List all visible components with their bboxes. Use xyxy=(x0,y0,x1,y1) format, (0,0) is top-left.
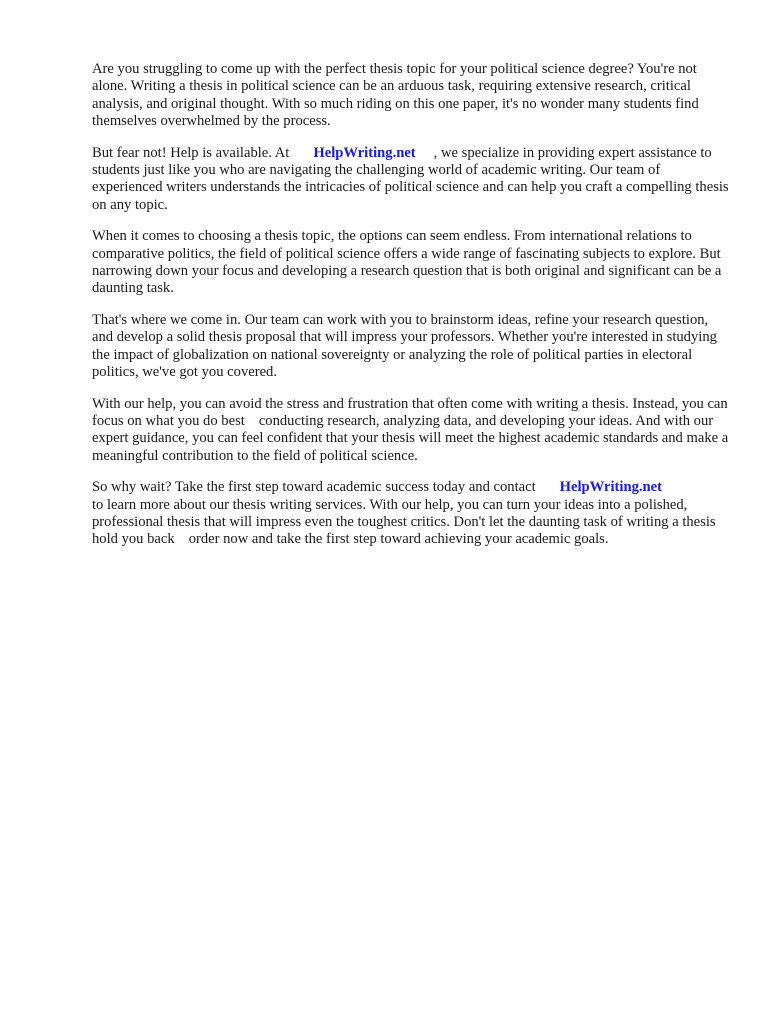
paragraph-text: conducting research, analyzing data, and developing your ideas. And with our expert guidance, you can feel confident that your thesis will meet the highest academic standards and make a meaningful contribution to the field of political science. xyxy=(92,412,729,464)
paragraph-intro: Are you struggling to come up with the perfect thesis topic for your political science degree? You're not alone. Writing a thesis in political science can be an arduous task, requiring extensive research, critical analysis, and original thought. With so much riding on this one paper, it's no wonder many students find themselves overwhelmed by the process. xyxy=(92,61,699,130)
paragraph-text: order now and take the first step toward achieving your academic goals. xyxy=(188,531,609,548)
paragraph-text: to learn more about our thesis writing services. With our help, you can turn your ideas into a polished, professional thesis that will impress even the toughest critics. Don't let the daunting task of writing a thesis hold you back xyxy=(92,496,716,548)
paragraph-text: With our help, you can avoid the stress and frustration that often come with writing a thesis. Instead, you can focus on what you do best xyxy=(92,395,728,429)
helpwriting-link[interactable]: HelpWriting.net xyxy=(313,144,416,161)
paragraph-where-we-come-in: That's where we come in. Our team can work with you to brainstorm ideas, refine your research question, and develop a solid thesis proposal that will impress your professors. Whether you're interested in studying the impact of globalization on national sovereignty or analyzing the role of political parties in electoral politics, we've got you covered. xyxy=(92,311,717,381)
paragraph-help-available xyxy=(92,145,732,215)
paragraph-call-to-action xyxy=(92,479,732,549)
helpwriting-link[interactable]: HelpWriting.net xyxy=(559,479,662,496)
paragraph-text: So why wait? Take the first step toward academic success today and contact xyxy=(92,479,536,496)
paragraph-with-our-help xyxy=(92,396,732,466)
paragraph-text: But fear not! Help is available. At xyxy=(92,144,290,161)
paragraph-text: , we specialize in providing expert assistance to students just like you who are navigating the challenging world of academic writing. Our team of experienced writers understands the intricacies of political science and can help you craft a compelling thesis on any topic. xyxy=(92,144,729,213)
document-body xyxy=(92,61,732,563)
paragraph-choosing-topic: When it comes to choosing a thesis topic, the options can seem endless. From international relations to comparative politics, the field of political science offers a wide range of fascinating subjects to explore. But narrowing down your focus and developing a research question that is both original and significant can be a daunting task. xyxy=(92,228,722,297)
